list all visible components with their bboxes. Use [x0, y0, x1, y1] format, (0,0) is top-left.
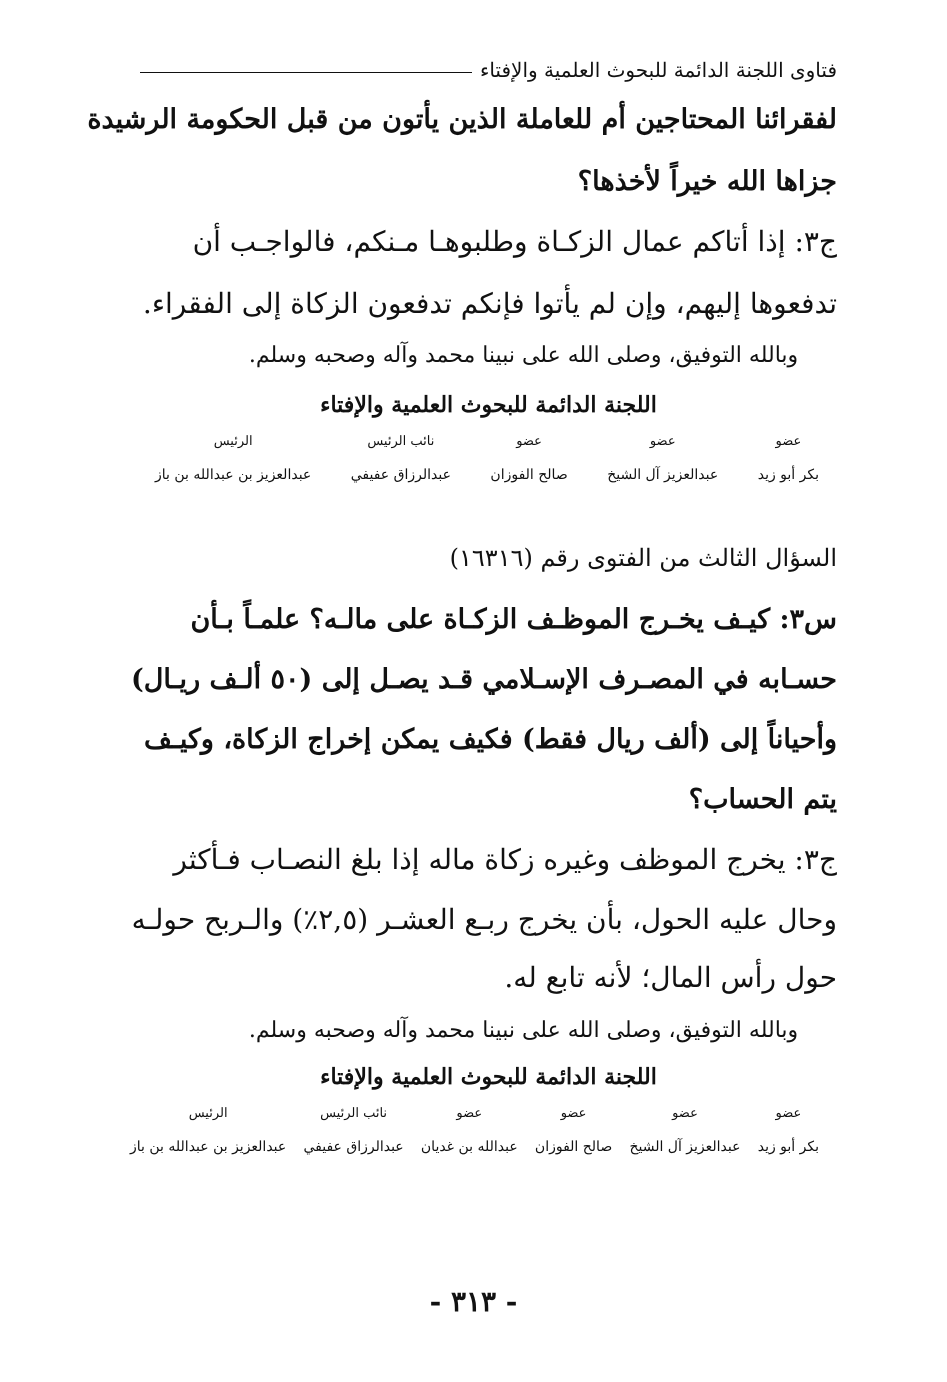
signatory-role: الرئيس	[213, 434, 253, 449]
signature-block	[130, 1106, 286, 1155]
fatwa1-answer-line-2: تدفعوها إليهم، وإن لم يأتوا فإنكم تدفعون الزكاة إلى الفقراء.	[142, 287, 837, 320]
signature-block	[535, 1106, 612, 1155]
signatory-role: عضو	[775, 1106, 802, 1121]
signatory-name: عبدالرزاق عفيفي	[350, 467, 451, 483]
signatory-role: عضو	[456, 1106, 483, 1121]
signatory-name: عبدالرزاق عفيفي	[303, 1139, 404, 1155]
signature-block	[758, 434, 819, 483]
fatwa1-signatures	[155, 434, 819, 483]
signatory-name: بكر أبو زيد	[757, 467, 819, 483]
fatwa2-question-line-1: س٣: كيـف يخـرج الموظـف الزكـاة على مالـه؟ علمـاً بـأن	[190, 604, 837, 635]
signatory-role: عضو	[775, 434, 802, 449]
signatory-name: عبدالعزيز بن عبدالله بن باز	[130, 1139, 287, 1155]
signature-block	[607, 434, 718, 483]
running-header	[140, 50, 837, 90]
fatwa2-heading: السؤال الثالث من الفتوى رقم (١٦٣١٦)	[449, 544, 837, 572]
signature-block	[758, 1106, 819, 1155]
signatory-name: عبدالعزيز بن عبدالله بن باز	[155, 467, 312, 483]
signatory-role: عضو	[672, 1106, 698, 1121]
fatwa1-question-line-1: لفقرائنا المحتاجين أم للعاملة الذين يأتون من قبل الحكومة الرشيدة	[87, 104, 837, 135]
fatwa2-answer-line-3: حول رأس المال؛ لأنه تابع له.	[504, 961, 837, 994]
fatwa2-committee: اللجنة الدائمة للبحوث العلمية والإفتاء	[320, 1064, 657, 1090]
signature-block	[351, 434, 451, 483]
signature-block	[421, 1106, 518, 1155]
signatory-name: بكر أبو زيد	[757, 1139, 819, 1155]
signatory-name: صالح الفوزان	[534, 1139, 613, 1155]
running-header-rule	[140, 72, 472, 73]
signature-block	[629, 1106, 740, 1155]
fatwa1-committee: اللجنة الدائمة للبحوث العلمية والإفتاء	[320, 392, 657, 418]
signatory-name: عبدالله بن غديان	[420, 1139, 518, 1155]
fatwa1-closing: وبالله التوفيق، وصلى الله على نبينا محمد وآله وصحبه وسلم.	[248, 343, 799, 368]
signatory-name: عبدالعزيز آل الشيخ	[607, 467, 719, 483]
fatwa2-question-line-4: يتم الحساب؟	[688, 784, 837, 815]
signature-block	[303, 1106, 403, 1155]
fatwa2-answer-line-1: ج٣: يخرج الموظف وغيره زكاة ماله إذا بلغ النصـاب فـأكثر	[173, 843, 837, 876]
fatwa2-closing: وبالله التوفيق، وصلى الله على نبينا محمد وآله وصحبه وسلم.	[248, 1018, 799, 1043]
signature-block	[490, 434, 567, 483]
signatory-role: عضو	[560, 1106, 587, 1121]
fatwa1-question-line-2: جزاها الله خيراً لأخذها؟	[577, 166, 837, 197]
signatory-role: عضو	[516, 434, 542, 449]
fatwa2-question-line-3: وأحياناً إلى (ألف ريال فقط) فكيف يمكن إخراج الزكاة، وكيـف	[144, 724, 837, 755]
signatory-role: نائب الرئيس	[320, 1106, 388, 1121]
signature-block	[155, 434, 311, 483]
fatwa2-signatures	[130, 1106, 819, 1155]
signatory-role: عضو	[649, 434, 676, 449]
signatory-name: صالح الفوزان	[490, 467, 568, 483]
fatwa1-answer-line-1: ج٣: إذا أتاكم عمال الزكـاة وطلبوهـا مـنكم، فالواجـب أن	[192, 225, 837, 258]
signatory-name: عبدالعزيز آل الشيخ	[629, 1139, 741, 1155]
page-number: - ٣١٣ -	[429, 1285, 518, 1318]
fatwa2-question-line-2: حسـابه في المصـرف الإسـلامي قـد يصـل إلى (٥٠ ألـف ريـال)	[131, 664, 837, 695]
fatwa2-answer-line-2: وحال عليه الحول، بأن يخرج ربـع العشـر (٢,٥٪) والـربح حولـه	[131, 903, 837, 936]
signatory-role: نائب الرئيس	[367, 434, 435, 449]
signatory-role: الرئيس	[188, 1106, 228, 1121]
running-header-title: فتاوى اللجنة الدائمة للبحوث العلمية والإفتاء	[479, 58, 837, 82]
